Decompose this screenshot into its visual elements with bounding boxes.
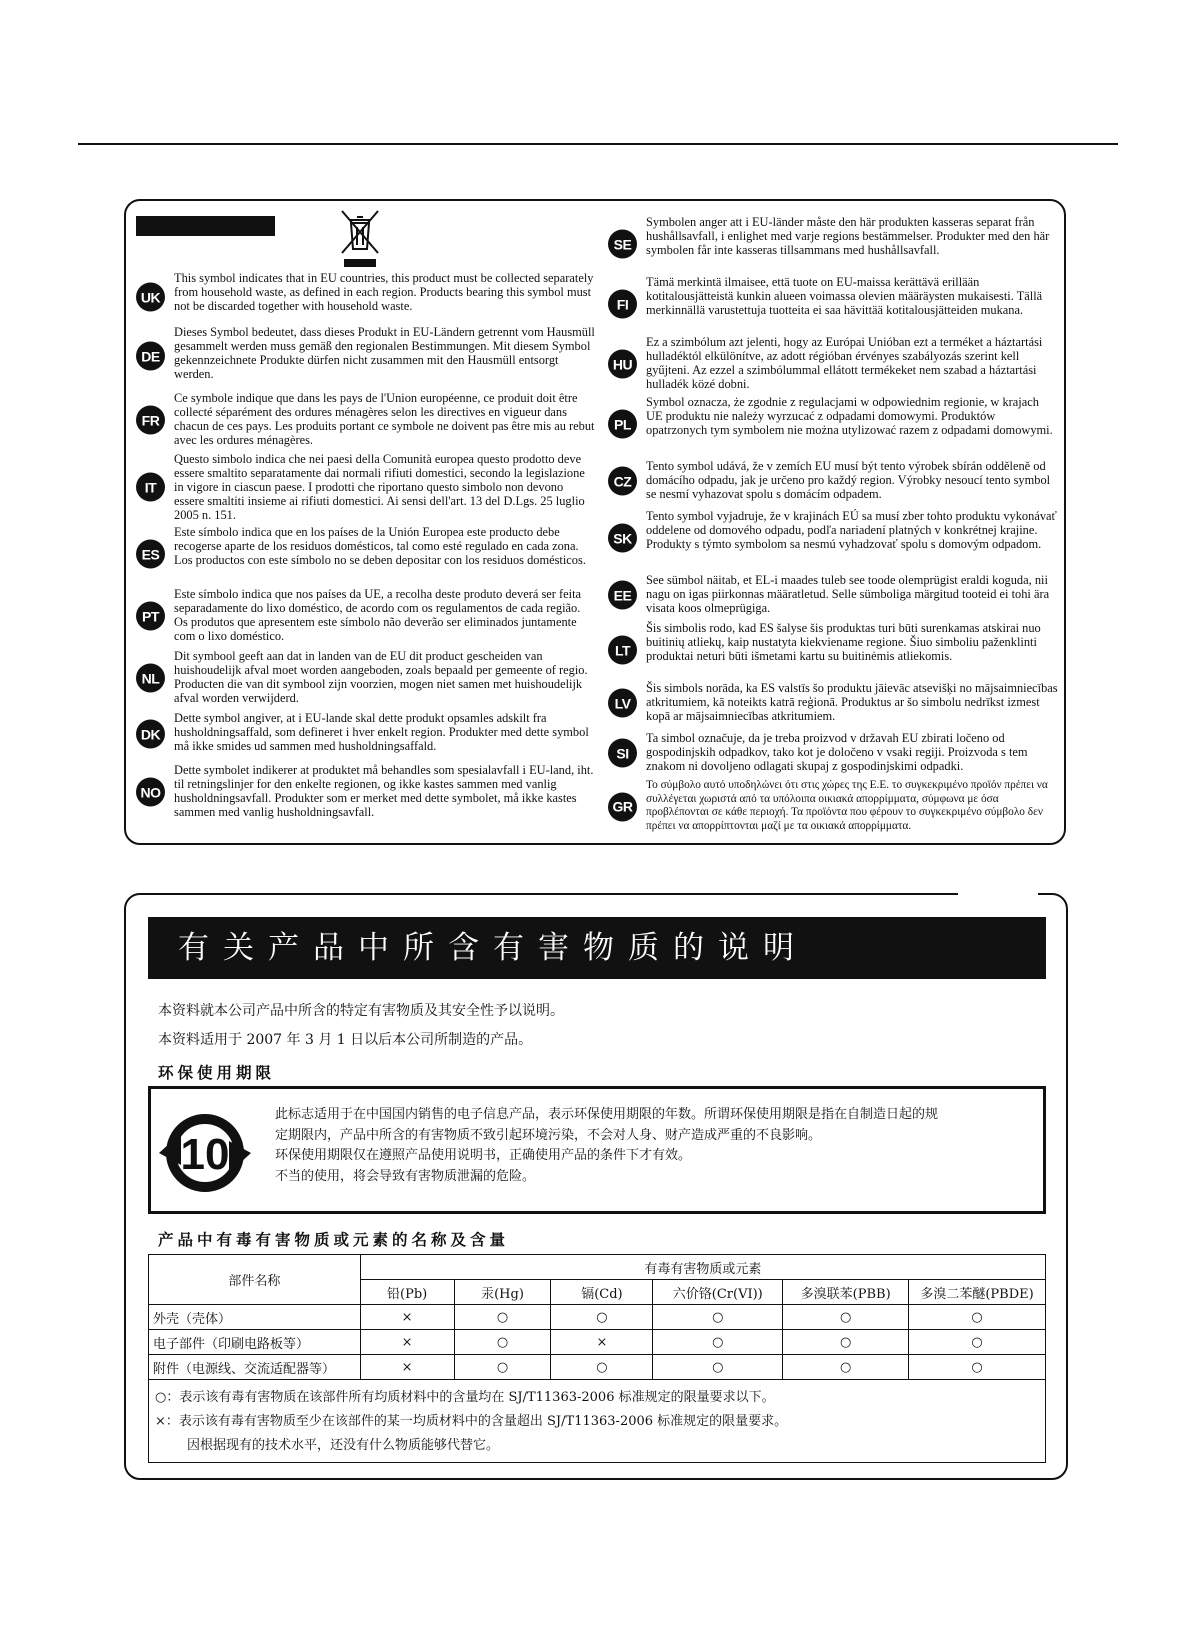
column-header-cr6: 六价铬(Cr(VI)): [653, 1280, 783, 1305]
country-badge-ee: EE: [608, 581, 637, 610]
weee-entry-gr: GR Το σύμβολο αυτό υποδηλώνει ότι στις χώρες της Ε.Ε. το συγκεκριμένο προϊόν πρέπει να συλλέγεται χωριστά από τα υπόλοιπα οικιακά απορρίμματα, σύμφωνα με όσα προβλέπονται σε κάθε περιοχή. Τα προϊόντα που φέρουν το συγκεκριμένο σύμβολο δεν πρέπει να απορρίπτονται μαζί με τα οικιακά απορρίμματα.: [608, 779, 1058, 835]
note-circle-meaning: ○：表示该有毒有害物质在该部件所有均质材料中的含量均在 SJ/T11363-2006 标准规定的限量要求以下。: [155, 1390, 775, 1405]
part-name-header: 部件名称: [149, 1255, 361, 1305]
weee-entry-fi: FI Tämä merkintä ilmaisee, että tuote on EU-maissa kerättävä erillään kotitalousjätteistä kunkin alueen voimassa olevien määräysten mukaisesti. Tällä merkinnällä varustettuja tuotteita ei saa hävittää kotitalousjätteiden mukana.: [608, 275, 1058, 333]
weee-entry-ee: EE See sümbol näitab, et EL-i maades tuleb see toode olemprügist eraldi koguda, nii nagu on igas piirkonnas määratletud. Selle sümboliga märgitud tooteid ei tohi ära visata koos olmeprügiga.: [608, 573, 1058, 617]
weee-entry-lt: LT Šis simbolis rodo, kad ES šalyse šis produktas turi būti surenkamas atskirai nuo buitinių atliekų, kaip nustatyta kiekviename regione. Šiuo simboliu paženklinti produktai neturi būti išmetami kartu su buitinėmis atliekomis.: [608, 621, 1058, 679]
table-cell: ○: [454, 1330, 551, 1355]
country-badge-de: DE: [136, 342, 165, 371]
country-badge-dk: DK: [136, 720, 165, 749]
weee-entry-pl: PL Symbol oznacza, że zgodnie z regulacjami w odpowiednim regionie, w krajach UE produktu nie należy wyrzucać z odpadami domowymi. Produktów opatrzonych tym symbolem nie można utylizować razem z odpadami domowymi.: [608, 395, 1058, 453]
weee-entry-si: SI Ta simbol označuje, da je treba proizvod v državah EU zbirati ločeno od gospodinjskih odpadkov, tako kot je določeno v vsaki regiji. Proizvoda s tem znakom ni dovoljeno odlagati skupaj z gospodinjskimi odpadki.: [608, 731, 1058, 775]
table-row: [149, 1305, 1046, 1330]
table-cell: ○: [653, 1305, 783, 1330]
country-badge-it: IT: [136, 473, 165, 502]
country-badge-hu: HU: [608, 350, 637, 379]
table-cell: ○: [653, 1330, 783, 1355]
epup-heading: 环保使用期限: [158, 1064, 276, 1082]
weee-entry-fr: FR Ce symbole indique que dans les pays de l'Union européenne, ce produit doit être collecté séparément des ordures ménagères selon les directives en vigueur dans chacun de ces pays. Les produits portant ce symbole ne doivent pas être mis au rebut avec les ordures ménagères.: [136, 391, 596, 449]
column-header-pbde: 多溴二苯醚(PBDE): [909, 1280, 1046, 1305]
china-section-title: 有关产品中所含有害物质的说明: [148, 917, 1046, 979]
epup-box: [148, 1086, 1046, 1214]
top-rule: [78, 143, 1118, 145]
table-cell: ×: [360, 1305, 454, 1330]
weee-entry-pt: PT Este símbolo indica que nos países da UE, a recolha deste produto deverá ser feita separadamente do lixo doméstico, de acordo com os regulamentos de cada região. Os produtos que apresentem este símbolo não deverão ser eliminados juntamente com o lixo doméstico.: [136, 587, 596, 645]
hazardous-substances-table: [148, 1254, 1046, 1463]
country-badge-cz: CZ: [608, 467, 637, 496]
table-cell: ○: [783, 1330, 909, 1355]
weee-right-column: [608, 215, 1058, 835]
column-header-pbb: 多溴联苯(PBB): [783, 1280, 909, 1305]
weee-notice-box: [124, 199, 1066, 845]
weee-entry-it: IT Questo simbolo indica che nei paesi della Comunità europea questo prodotto deve essere smaltito separatamente dai normali rifiuti domestici, secondo la legislazione in vigore in ciascun paese. I prodotti che riportano questo simbolo non devono essere smaltiti insieme ai rifiuti domestici. Ai sensi dell'art. 13 del D.Lgs. 25 luglio 2005 n. 151.: [136, 452, 596, 522]
weee-entry-es: ES Este símbolo indica que en los países de la Unión Europea este producto debe recogerse aparte de los residuos domésticos, tal como esté regulado en cada zona. Los productos con este símbolo no se deben depositar con los residuos domésticos.: [136, 525, 596, 583]
epup-logo-number: 10: [180, 1130, 230, 1179]
table-cell: ○: [909, 1330, 1046, 1355]
country-badge-sk: SK: [608, 524, 637, 553]
table-row: [149, 1355, 1046, 1380]
table-cell: ○: [454, 1355, 551, 1380]
table-cell: ○: [454, 1305, 551, 1330]
table-cell: ○: [909, 1305, 1046, 1330]
column-header-cd: 镉(Cd): [551, 1280, 653, 1305]
weee-entry-uk: UK This symbol indicates that in EU countries, this product must be collected separately from household waste, as defined in each region. Products bearing this symbol must not be discarded together with household waste.: [136, 271, 596, 323]
china-intro-line-2: 本资料适用于 2007 年 3 月 1 日以后本公司所制造的产品。: [158, 1032, 533, 1048]
table-cell: ○: [551, 1305, 653, 1330]
china-intro-line-1: 本资料就本公司产品中所含的特定有害物质及其安全性予以说明。: [158, 1003, 564, 1019]
substance-group-header: 有毒有害物质或元素: [360, 1255, 1045, 1280]
table-cell: ×: [551, 1330, 653, 1355]
table-notes-row: [149, 1380, 1046, 1463]
part-name-cell: 电子部件（印刷电路板等）: [149, 1330, 361, 1355]
country-badge-pl: PL: [608, 410, 637, 439]
note-cross-meaning: ×：表示该有毒有害物质至少在该部件的某一均质材料中的含量超出 SJ/T11363-2006 标准规定的限量要求。: [155, 1414, 788, 1429]
table-cell: ×: [360, 1330, 454, 1355]
epup-description: 此标志适用于在中国国内销售的电子信息产品，表示环保使用期限的年数。所谓环保使用期限是指在自制造日起的规 定期限内，产品中所含的有害物质不致引起环境污染，不会对人身、财产造成严重的不良影响。 环保使用期限仅在遵照产品使用说明书，正确使用产品的条件下才有效。 不当的使用，将会导致有害物质泄漏的危险。: [275, 1107, 939, 1184]
weee-entry-de: DE Dieses Symbol bedeutet, dass dieses Produkt in EU-Ländern getrennt vom Hausmüll gesammelt werden muss gemäß den regionalen Bestimmungen. Mit diesem Symbol gekennzeichnete Produkte dürfen nicht zusammen mit den Hausmüll entsorgt werden.: [136, 325, 596, 387]
table-cell: ×: [360, 1355, 454, 1380]
country-badge-lt: LT: [608, 636, 637, 665]
column-header-pb: 铅(Pb): [360, 1280, 454, 1305]
country-badge-se: SE: [608, 230, 637, 259]
column-header-hg: 汞(Hg): [454, 1280, 551, 1305]
weee-entry-se: SE Symbolen anger att i EU-länder måste den här produkten kasseras separat från hushållsavfall, i enlighet med varje regions bestämmelser. Produkter med den här symbolen får inte kasseras tillsammans med hushållsavfall.: [608, 215, 1058, 273]
weee-entry-no: NO Dette symbolet indikerer at produktet må behandles som spesialavfall i EU-land, iht. til retningslinjer for den enkelte regionen, og ikke kastes sammen med vanlig husholdningsavfall. Produkter som er merket med dette symbolet, må ikke kastes sammen med vanlig husholdningsavfall.: [136, 763, 596, 821]
crossed-bin-icon: [336, 207, 384, 269]
box-border-gap: [958, 890, 1038, 896]
weee-entry-lv: LV Šis simbols norāda, ka ES valstīs šo produktu jāievāc atsevišķi no mājsaimniecības atkritumiem, kā noteikts katrā reģionā. Produktus ar šo simbolu nedrīkst izmest kopā ar mājsaimniecības atkritumiem.: [608, 681, 1058, 725]
country-badge-uk: UK: [136, 283, 165, 312]
table-cell: ○: [909, 1355, 1046, 1380]
country-badge-pt: PT: [136, 602, 165, 631]
country-badge-gr: GR: [608, 793, 637, 822]
table-notes: [149, 1380, 1046, 1463]
weee-entry-dk: DK Dette symbol angiver, at i EU-lande skal dette produkt opsamles adskilt fra husholdningsaffald, som defineret i hver enkelt region. Produkter med dette symbol må ikke smides ud sammen med husholdningsaffald.: [136, 711, 596, 757]
table-cell: ○: [783, 1355, 909, 1380]
table-cell: ○: [653, 1355, 783, 1380]
black-label-bar: [136, 216, 275, 236]
country-badge-si: SI: [608, 739, 637, 768]
table-cell: ○: [783, 1305, 909, 1330]
country-badge-nl: NL: [136, 664, 165, 693]
country-badge-no: NO: [136, 778, 165, 807]
weee-entry-hu: HU Ez a szimbólum azt jelenti, hogy az Európai Unióban ezt a terméket a háztartási hulladéktól elkülönítve, az adott régióban érvényes szabályozás szerint kell gyűjteni. Az ezzel a szimbólummal ellátott termékeket nem szabad a háztartási hulladék közé dobni.: [608, 335, 1058, 393]
country-badge-fi: FI: [608, 290, 637, 319]
country-badge-fr: FR: [136, 406, 165, 435]
country-badge-lv: LV: [608, 689, 637, 718]
country-badge-es: ES: [136, 540, 165, 569]
weee-entry-cz: CZ Tento symbol udává, že v zemích EU musí být tento výrobek sbírán odděleně od domácího odpadu, jak je určeno pro každý region. Výrobky nesoucí tento symbol se nesmí vyhazovat spolu s domácím odpadem.: [608, 459, 1058, 503]
table-cell: ○: [551, 1355, 653, 1380]
weee-entry-sk: SK Tento symbol vyjadruje, že v krajinách EÚ sa musí zber tohto produktu vykonávať oddelene od domového odpadu, podľa nariadení platných v konkrétnej krajine. Produkty s týmto symbolom sa nesmú vyhadzovať spolu s domovým odpadom.: [608, 509, 1058, 567]
weee-left-column: [136, 271, 596, 821]
epup-10-years-logo-icon: [155, 1103, 255, 1203]
table-row: [149, 1330, 1046, 1355]
weee-entry-nl: NL Dit symbool geeft aan dat in landen van de EU dit product gescheiden van huishoudelijk afval moet worden aangeboden, zoals bepaald per gemeente of regio. Producten die van dit symbool zijn voorzien, mogen niet samen met huishoudelijk afval worden verwijderd.: [136, 649, 596, 707]
hazardous-table-heading: 产品中有毒有害物质或元素的名称及含量: [158, 1231, 510, 1249]
part-name-cell: 附件（电源线、交流适配器等）: [149, 1355, 361, 1380]
note-substitution: 因根据现有的技术水平，还没有什么物质能够代替它。: [187, 1438, 500, 1453]
part-name-cell: 外壳（壳体）: [149, 1305, 361, 1330]
